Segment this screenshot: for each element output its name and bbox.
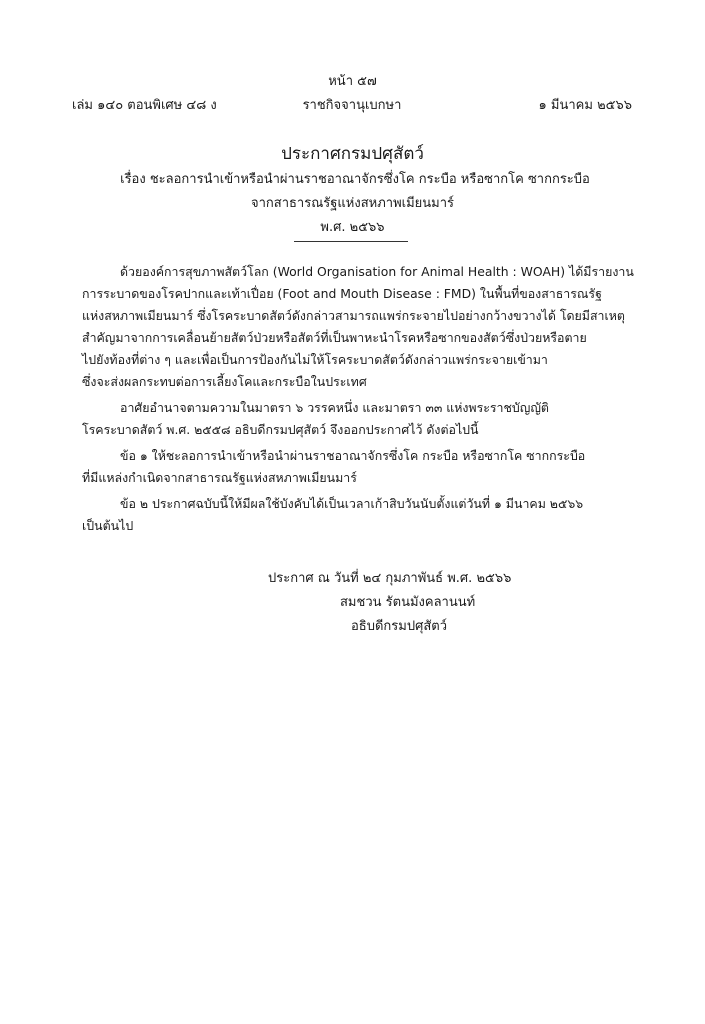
running-header <box>72 94 632 112</box>
paragraph-line: โรคระบาดสัตว์ พ.ศ. ๒๕๕๘ อธิบดีกรมปศุสัตว์ จึงออกประกาศไว้ ดังต่อไปนี้ <box>82 422 479 437</box>
paragraph-line: สำคัญมาจากการเคลื่อนย้ายสัตว์ป่วยหรือสัตว์ที่เป็นพาหะนำโรคหรือซากของสัตว์ซึ่งป่วยหรือตาย <box>82 330 587 345</box>
signatory-name: สมชวน รัตนมังคลานนท์ <box>340 595 476 610</box>
volume-issue: เล่ม ๑๔๐ ตอนพิเศษ ๔๘ ง <box>72 98 217 113</box>
publication-date: ๑ มีนาคม ๒๕๖๖ <box>538 98 632 113</box>
paragraph-line: ที่มีแหล่งกำเนิดจากสาธารณรัฐแห่งสหภาพเมียนมาร์ <box>82 470 357 485</box>
paragraph-line: แห่งสหภาพเมียนมาร์ ซึ่งโรคระบาดสัตว์ดังกล่าวสามารถแพร่กระจายไปอย่างกว้างขวางได้ โดยมีสาเหตุ <box>82 308 625 323</box>
paragraph-line: ข้อ ๑ ให้ชะลอการนำเข้าหรือนำผ่านราชอาณาจักรซึ่งโค กระบือ หรือซากโค ซากกระบือ <box>120 448 586 463</box>
announcement-title: ประกาศกรมปศุสัตว์ <box>281 144 424 164</box>
page-number: หน้า ๕๗ <box>328 74 377 89</box>
paragraph-line: การระบาดของโรคปากและเท้าเปื่อย (Foot and Mouth Disease : FMD) ในพื้นที่ของสาธารณรัฐ <box>82 286 602 301</box>
title-divider <box>294 241 408 242</box>
paragraph-line: ข้อ ๒ ประกาศฉบับนี้ให้มีผลใช้บังคับได้เป็นเวลาเก้าสิบวันนับตั้งแต่วันที่ ๑ มีนาคม ๒๕๖๖ <box>120 496 584 511</box>
announcement-date: ประกาศ ณ วันที่ ๒๔ กุมภาพันธ์ พ.ศ. ๒๕๖๖ <box>268 571 512 586</box>
signatory-position: อธิบดีกรมปศุสัตว์ <box>351 619 448 634</box>
announcement-year: พ.ศ. ๒๕๖๖ <box>320 220 385 235</box>
paragraph-line: เป็นต้นไป <box>82 518 134 533</box>
paragraph-line: ไปยังท้องที่ต่าง ๆ และเพื่อเป็นการป้องกันไม่ให้โรคระบาดสัตว์ดังกล่าวแพร่กระจายเข้ามา <box>82 352 548 367</box>
gazette-name: ราชกิจจานุเบกษา <box>302 98 402 113</box>
paragraph-line: ด้วยองค์การสุขภาพสัตว์โลก (World Organisation for Animal Health : WOAH) ได้มีรายงาน <box>120 264 634 279</box>
subject-line-1: เรื่อง ชะลอการนำเข้าหรือนำผ่านราชอาณาจักรซึ่งโค กระบือ หรือซากโค ซากกระบือ <box>120 172 590 187</box>
paragraph-line: อาศัยอำนาจตามความในมาตรา ๖ วรรคหนึ่ง และมาตรา ๓๓ แห่งพระราชบัญญัติ <box>120 400 549 415</box>
subject-line-2: จากสาธารณรัฐแห่งสหภาพเมียนมาร์ <box>250 196 455 211</box>
paragraph-line: ซึ่งจะส่งผลกระทบต่อการเลี้ยงโคและกระบือในประเทศ <box>82 374 367 389</box>
